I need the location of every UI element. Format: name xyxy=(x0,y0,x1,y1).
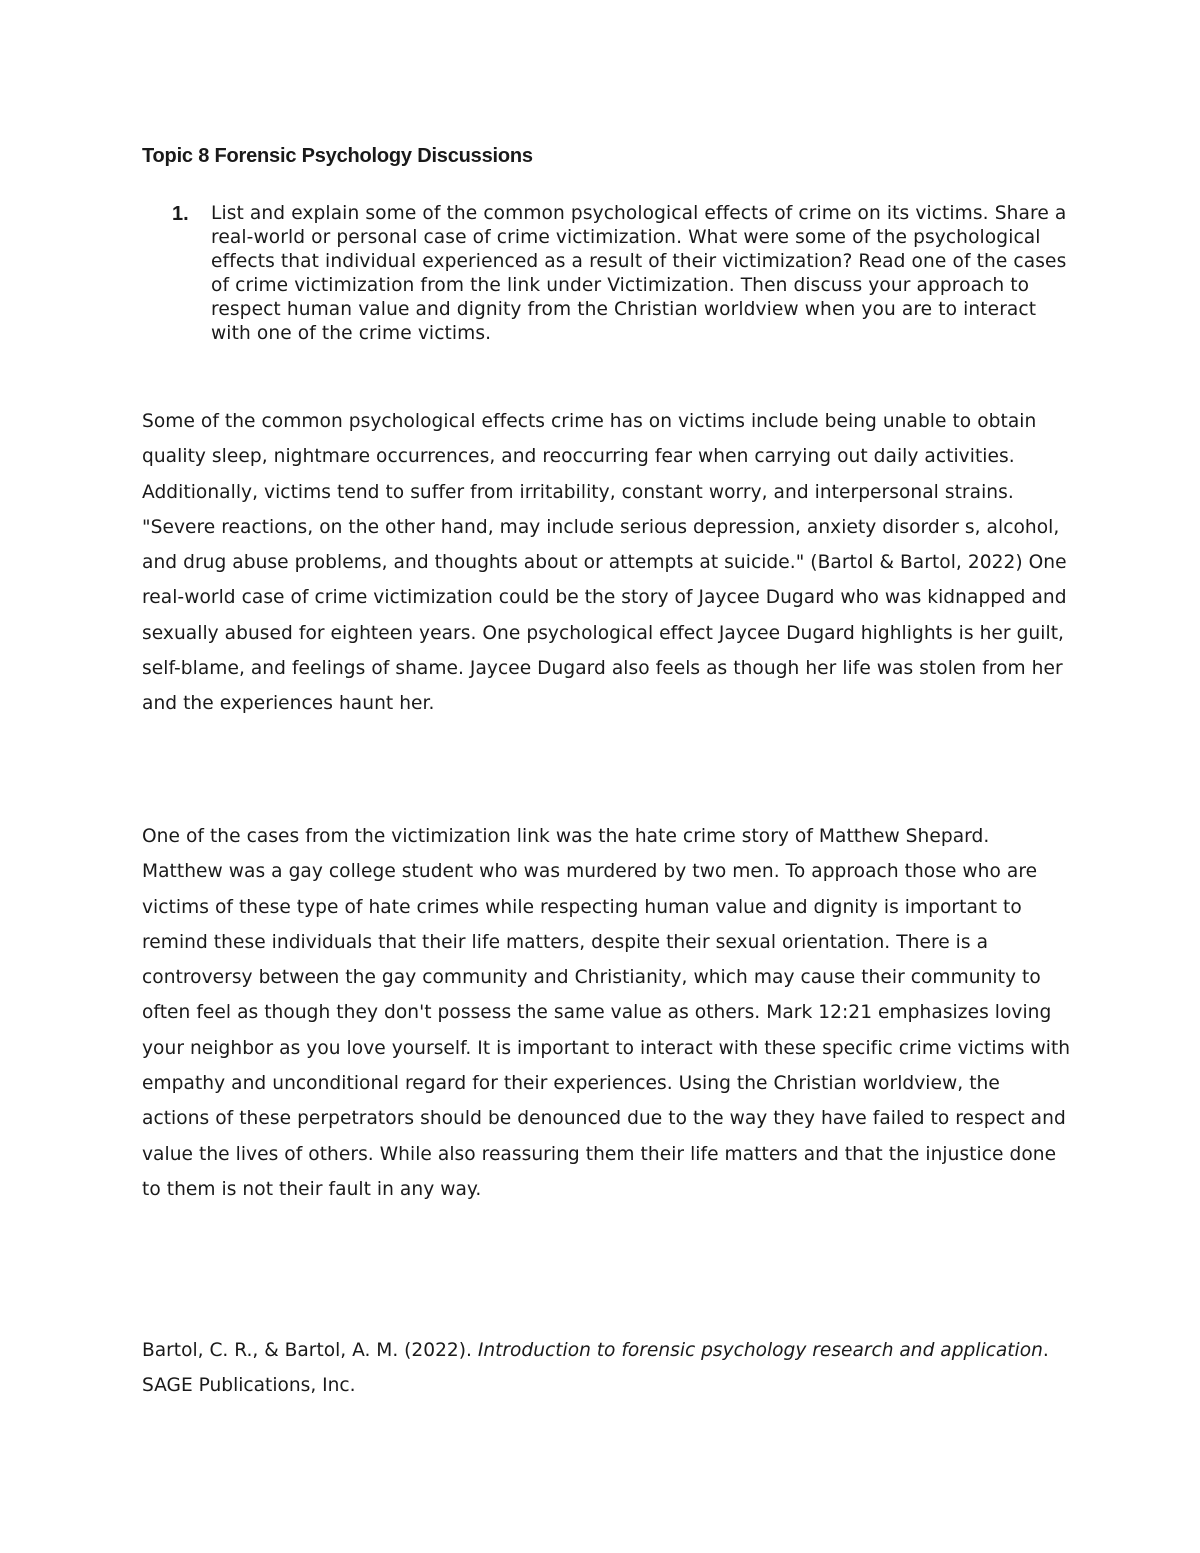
question-number: 1. xyxy=(172,203,189,225)
reference-book-title: Introduction to forensic psychology research and application xyxy=(477,1340,1043,1361)
question-text: List and explain some of the common psychological effects of crime on its victims. Share a real-world or personal case of crime victimization. What were some of the psychological effects that individual experienced as a result of their victimization? Read one of the cases of crime victimization from the link under Victimization. Then discuss your approach to respect human value and dignity from the Christian worldview when you are to interact with one of the crime victims. xyxy=(211,203,1067,344)
response-paragraph-case: "Severe reactions, on the other hand, may include serious depression, anxiety disorder s, alcohol, and drug abuse problems, and thoughts about or attempts at suicide." (Bartol & Bartol, 2022) One real-world case of crime victimization could be the story of Jaycee Dugard who was kidnapped and sexually abused for eighteen years. One psychological effect Jaycee Dugard highlights is her guilt, self-blame, and feelings of shame. Jaycee Dugard also feels as though her life was stolen from her and the experiences haunt her. xyxy=(142,516,1067,715)
response-section-2 xyxy=(142,819,1072,1207)
document-title: Topic 8 Forensic Psychology Discussions xyxy=(142,145,533,167)
reference-publisher: . SAGE Publications, Inc. xyxy=(142,1340,1049,1397)
response-paragraph-effects: Some of the common psychological effects crime has on victims include being unable to obtain quality sleep, nightmare occurrences, and reoccurring fear when carrying out daily activities. Additionally, victims tend to suffer from irritability, constant worry, and interpersonal strains. xyxy=(142,411,1037,503)
response-paragraph-worldview: One of the cases from the victimization link was the hate crime story of Matthew Shepard. Matthew was a gay college student who was murdered by two men. To approach those who are victims of these type of hate crimes while respecting human value and dignity is important to remind these individuals that their life matters, despite their sexual orientation. There is a controversy between the gay community and Christianity, which may cause their community to often feel as though they don't possess the same value as others. Mark 12:21 emphasizes loving your neighbor as you love yourself. It is important to interact with these specific crime victims with empathy and unconditional regard for their experiences. Using the Christian worldview, the actions of these perpetrators should be denounced due to the way they have failed to respect and value the lives of others. While also reassuring them their life matters and that the injustice done to them is not their fault in any way. xyxy=(142,826,1071,1200)
reference-entry xyxy=(142,1333,1072,1404)
reference-authors: Bartol, C. R., & Bartol, A. M. (2022). xyxy=(142,1340,472,1361)
response-section-1 xyxy=(142,404,1072,722)
